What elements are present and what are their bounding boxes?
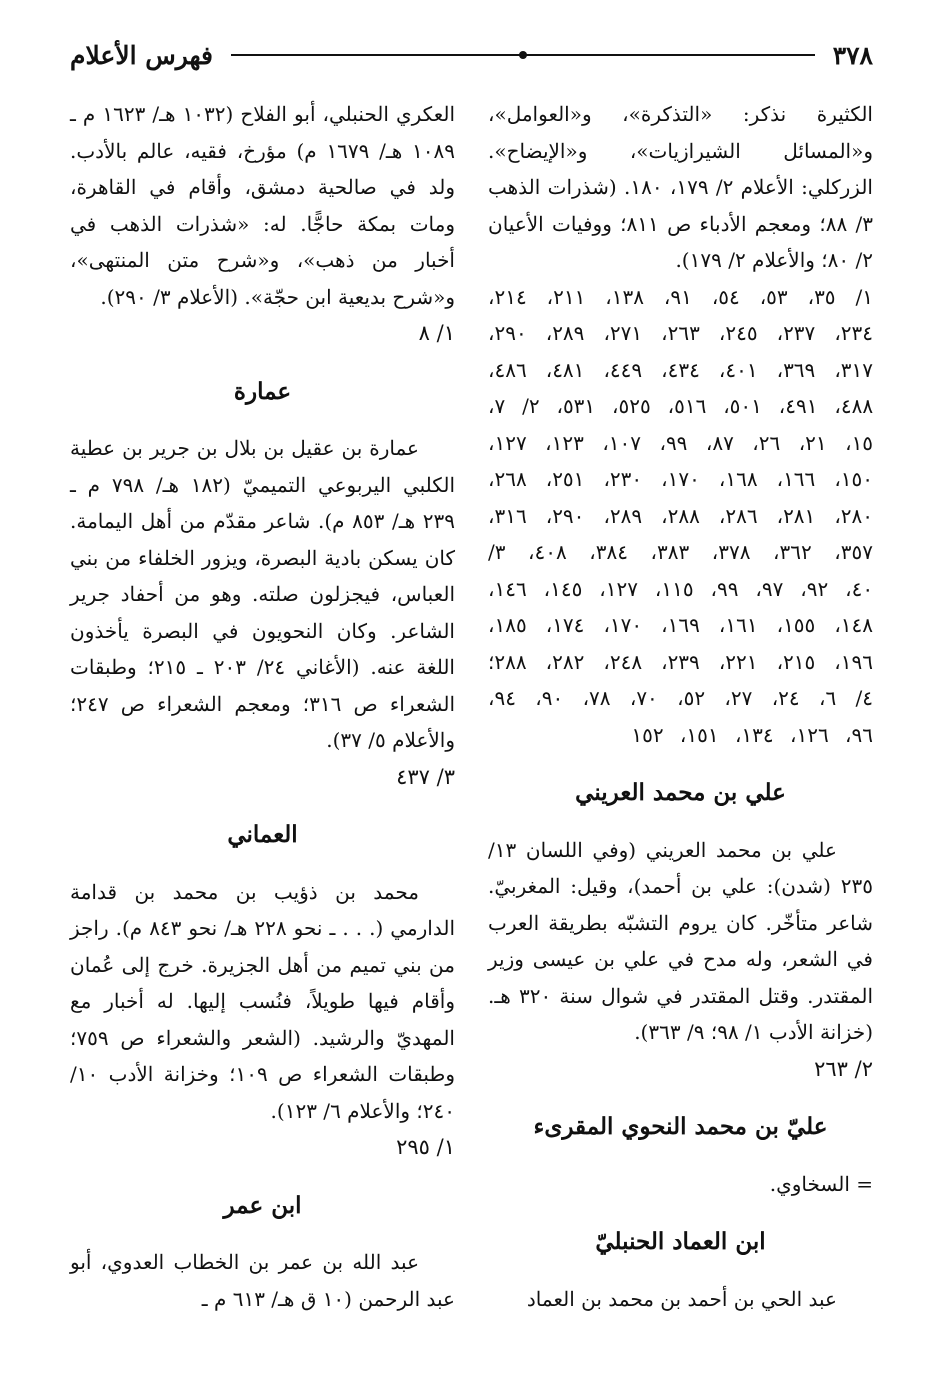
entry-text-ibn-umar: عبد الله بن عمر بن الخطاب العدوي، أبو عبد الرحمن (١٠ ق هـ/ ٦١٣ م ـ xyxy=(70,1250,455,1311)
entry-title-nahwi: عليّ بن محمد النحوي المقرىء xyxy=(533,1113,828,1140)
page-header xyxy=(70,34,873,76)
header-rule xyxy=(231,54,815,56)
left-column xyxy=(70,96,455,1317)
continued-entry-ref-left: ١/ ٨ xyxy=(418,321,455,345)
entry-title-umani: العماني xyxy=(227,821,298,848)
section-title: فهرس الأعلام xyxy=(70,40,214,70)
entry-ref-umara: ٣/ ٤٣٧ xyxy=(396,764,455,789)
entry-ref-umani: ١/ ٢٩٥ xyxy=(396,1135,455,1159)
entry-title-ibn-umar: ابن عمر xyxy=(223,1191,302,1219)
right-column xyxy=(488,96,873,1317)
entry-title-ibn-imad: ابن العماد الحنبليّ xyxy=(595,1228,766,1255)
entry-title-umara: عمارة xyxy=(233,377,292,405)
page-references-list: ١/ ٣٥، ٥٣، ٥٤، ٩١، ١٣٨، ٢١١، ٢١٤، ٢٣٤، ٢٣٧، ٢٤٥، ٢٦٣، ٢٧١، ٢٨٩، ٢٩٠، ٣١٧، ٣٦٩، ٤٠١، ٤٣٤، ٤٤٩، ٤٨١، ٤٨٦، ٤٨٨، ٤٩١، ٥٠١، ٥١٦، ٥٢٥، ٥٣١، ٢/ ٧، ١٥، ٢١، ٢٦، ٨٧، ٩٩، ١٠٧، ١٢٣، ١٢٧، ١٥٠، ١٦٦، ١٦٨، ١٧٠، ٢٣٠، ٢٥١، ٢٦٨، ٢٨٠، ٢٨١، ٢٨٦، ٢٨٨، ٢٨٩، ٢٩٠، ٣١٦، ٣٥٧، ٣٦٢، ٣٧٨، ٣٨٣، ٣٨٤، ٤٠٨، ٣/ ٤٠، ٩٢، ٩٧، ٩٩، ١١٥، ١٢٧، ١٤٥، ١٤٦، ١٤٨، ١٥٥، ١٦١، ١٦٩، ١٧٠، ١٧٤، ١٨٥، ١٩٦، ٢١٥، ٢٢١، ٢٣٩، ٢٤٨، ٢٨٢، ٢٨٨؛ ٤/ ٦، ٢٤، ٢٧، ٥٢، ٧٠، ٧٨، ٩٠، ٩٤، ٩٦، ١٢٦، ١٣٤، ١٥١، ١٥٢ xyxy=(488,284,874,747)
entry-text-areeni: علي بن محمد العريني (وفي اللسان ١٣/ ٢٣٥ (شدن): علي بن أحمد)، وقيل: المغربيّ. شاعر متأخّر. كان يروم التشبّه بطريقة العرب في الشعر، وله مدح في علي بن عيسى وزير المقتدر. وقتل المقتدر في شوال سنة ٣٢٠ هـ. (خزانة الأدب ١/ ٩٨؛ ٩/ ٣٦٣). xyxy=(488,837,873,1044)
entry-text-umara: عمارة بن عقيل بن بلال بن جرير بن عطية الكلبي اليربوعي التميميّ (١٨٢ هـ/ ٧٩٨ م ـ ٢٣٩ هـ/ ٨٥٣ م). شاعر مقدّم من أهل اليمامة. كان يسكن بادية البصرة، ويزور الخلفاء من بني العباس، فيجزلون صلته. وهو من أحفاد جرير الشاعر. وكان النحويون في البصرة يأخذون اللغة عنه. (الأغاني ٢٤/ ٢٠٣ ـ ٢١٥؛ وطبقات الشعراء ص ٣١٦؛ ومعجم الشعراء ص ٢٤٧؛ والأعلام ٥/ ٣٧). xyxy=(70,436,456,752)
page-number: ٣٧٨ xyxy=(832,40,873,70)
entry-title-areeni: علي بن محمد العريني xyxy=(575,779,786,806)
entry-text-ibn-imad: عبد الحي بن أحمد بن محمد بن العماد xyxy=(526,1286,837,1311)
continued-entry-text-left: العكري الحنبلي، أبو الفلاح (١٠٣٢ هـ/ ١٦٢٣ م ـ ١٠٨٩ هـ/ ١٦٧٩ م) مؤرخ، فقيه، عالم بالأدب. ولد في صالحية دمشق، وأقام في القاهرة، ومات بمكة حاجًّا. له: «شذرات الذهب في أخبار من ذهب»، و«شرح متن المنتهى»، و«شرح بديعية ابن حجّة». (الأعلام ٣/ ٢٩٠). xyxy=(70,102,455,309)
entry-text-umani: محمد بن ذؤيب بن محمد بن قدامة الدارمي (. . . ـ نحو ٢٢٨ هـ/ نحو ٨٤٣ م). راجز من بني تميم من أهل الجزيرة. خرج إلى عُمان وأقام فيها طويلاً، فنُسب إليها. له أخبار مع المهديّ والرشيد. (الشعر والشعراء ص ٧٥٩؛ وطبقات الشعراء ص ١٠٩؛ وخزانة الأدب ١٠/ ٢٤٠؛ والأعلام ٦/ ١٢٣). xyxy=(70,879,456,1123)
continued-entry-text: الكثيرة نذكر: «التذكرة»، و«العوامل»، و«المسائل الشيرازيات»، و«الإيضاح». الزركلي: الأعلام ٢/ ١٧٩، ١٨٠. (شذرات الذهب ٣/ ٨٨؛ ومعجم الأدباء ص ٨١١؛ ووفيات الأعيان ٢/ ٨٠؛ والأعلام ٢/ ١٧٩). xyxy=(488,102,873,272)
entry-text-nahwi: = السخاوي. xyxy=(769,1171,873,1196)
entry-ref-areeni: ٢/ ٢٦٣ xyxy=(814,1056,873,1081)
